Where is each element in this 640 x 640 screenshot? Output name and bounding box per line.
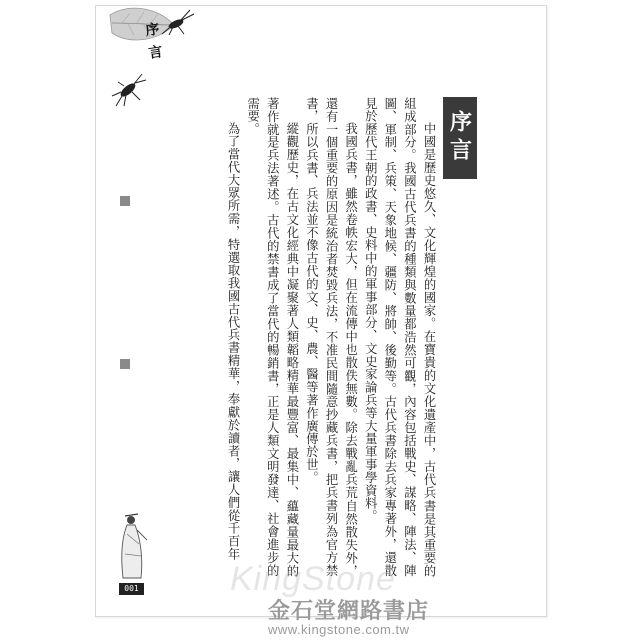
preface-body (162, 97, 438, 577)
chapter-label: 序 言 (142, 21, 164, 62)
cricket-top-illustration (160, 8, 196, 36)
paragraph: 我國兵書，雖然卷帙宏大，但在流傳中也散佚無數。除去戰亂兵荒自然散失外，還有一個重要的原因是統治者焚毀兵法，不准民間隨意抄藏兵書，把兵書列為官方禁書，所以兵書、兵法並不像古代的文、史、農、醫等著作廣傳於世。 (304, 97, 358, 577)
paragraph: 中國是歷史悠久、文化輝煌的國家。在寶貴的文化遺產中，古代兵書是其重要的組成部分。我國古代兵書的種類與數量都浩然可觀，內容包括戰史、謀略、陣法、陣圖、軍制、兵策、天象地候、疆防、將帥、後勤等。古代兵書除去兵家專著外，還散見於歷代王朝的政書、史料中的軍事部分、文史家論兵等大量軍事學資料。 (363, 97, 436, 577)
watermark-brand-title: 金石堂網路書店 (268, 599, 430, 624)
scholar-figure-illustration (113, 510, 151, 582)
paragraph: 縱觀歷史，在古文化經典中凝聚著人類韜略精華最豐富、最集中、蘊藏量最大的著作就是兵法著述。古代的禁書成了當代的暢銷書，正是人類文明發達、社會進步的需要。 (245, 97, 299, 577)
cricket-bottom-illustration (108, 70, 148, 110)
gray-square-marker (120, 359, 130, 369)
section-title: 序言 (443, 97, 477, 179)
watermark-text: KingStone (230, 560, 396, 598)
gray-square-marker (120, 196, 130, 206)
page-number: 001 (119, 583, 144, 595)
watermark-brand-url: www.kingstone.com.tw (268, 622, 410, 637)
paragraph: 為了當代大眾所需，特選取我國古代兵書精華，奉獻於讀者，讓人們從千百年 (226, 121, 241, 561)
